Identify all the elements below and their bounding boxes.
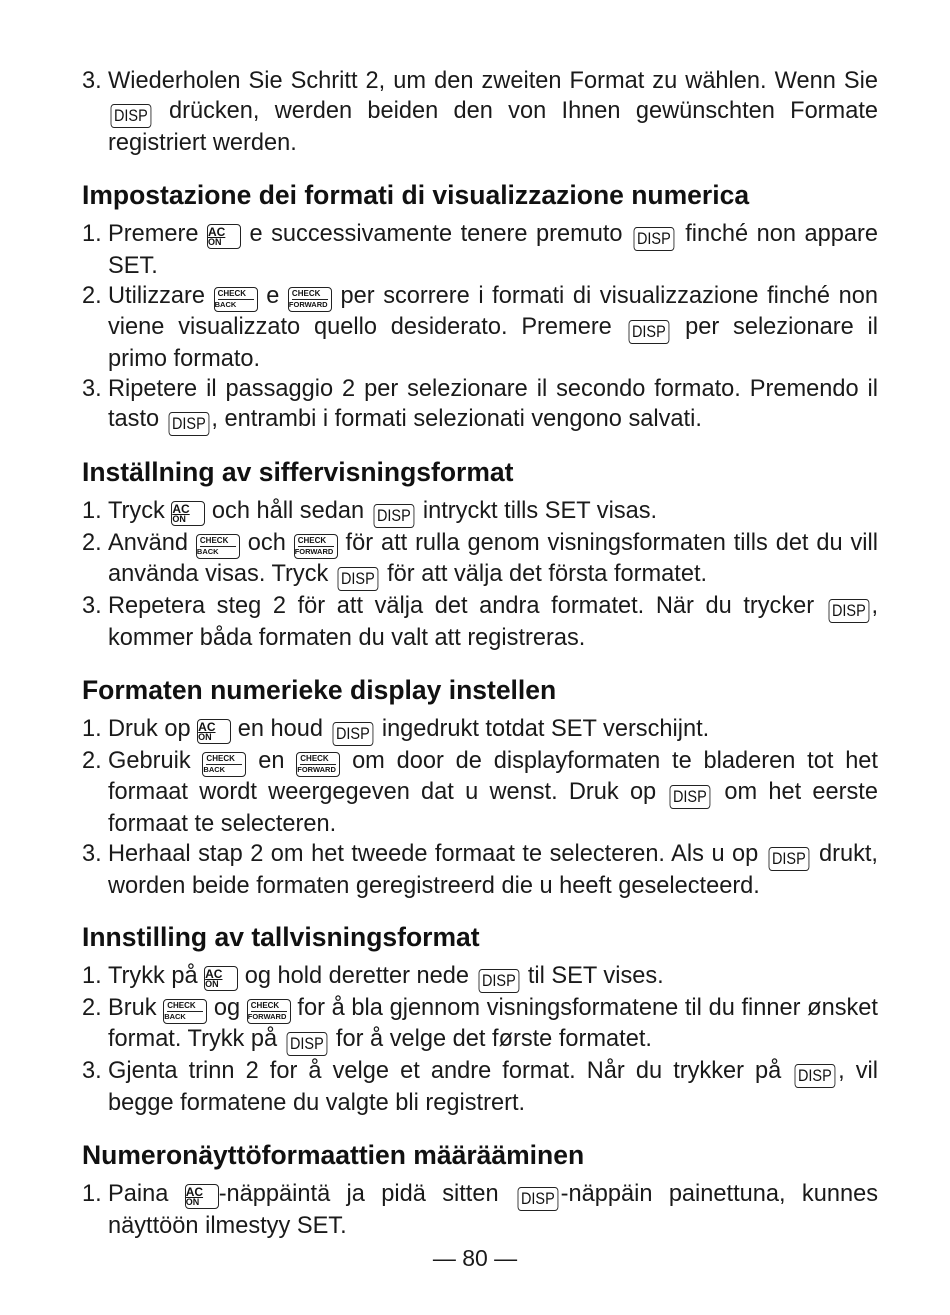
disp-key-icon: DISP xyxy=(628,320,669,344)
ac-on-key-icon: AC ON xyxy=(204,966,238,991)
check-back-key-icon: CHECK BACK xyxy=(214,287,258,312)
disp-key-icon: DISP xyxy=(634,227,675,251)
disp-key-icon: DISP xyxy=(518,1187,559,1211)
it-step-1: 1. Premere AC ON e successivamente tenere premuto DISP finché non appare SET. xyxy=(82,220,879,279)
section-title-italian: Impostazione dei formati di visualizzazione numerica xyxy=(82,179,750,210)
no-step-2: 2. Bruk CHECK BACK og CHECK FORWARD for å bla gjennom visningsformatene til du finner ønsket format. Trykk på DISP for å velge det første formatet. xyxy=(82,993,878,1056)
fi-step-1: 1. Paina AC ON -näppäintä ja pidä sitten DISP -näppäin painettuna, kunnes näyttöön ilmestyy SET. xyxy=(82,1180,878,1239)
de-step-3: 3. Wiederholen Sie Schritt 2, um den zweiten Format zu wählen. Wenn Sie DISP drücken, werden beiden den von Ihnen gewünschten Formate registriert werden. xyxy=(82,68,878,157)
disp-key-icon: DISP xyxy=(670,785,711,809)
disp-key-icon: DISP xyxy=(337,567,378,591)
check-back-key-icon: CHECK BACK xyxy=(202,752,246,777)
section-norwegian xyxy=(82,921,878,1118)
ac-on-key-icon: AC ON xyxy=(185,1184,219,1209)
section-finnish xyxy=(82,1139,878,1241)
ac-on-key-icon: AC ON xyxy=(207,224,241,249)
sv-step-3: 3. Repetera steg 2 för att välja det andra formatet. När du trycker DISP , kommer båda formaten du valt att registreras. xyxy=(82,593,878,652)
disp-key-icon: DISP xyxy=(373,504,414,528)
ac-on-key-icon: AC ON xyxy=(171,501,205,526)
disp-key-icon: DISP xyxy=(111,104,152,128)
check-back-key-icon: CHECK BACK xyxy=(196,534,240,559)
section-title-finnish: Numeronäyttöformaattien määrääminen xyxy=(82,1139,585,1170)
section-dutch xyxy=(82,674,878,902)
no-step-3: 3. Gjenta trinn 2 for å velge et andre format. Når du trykker på DISP , vil begge formatene du valgte bli registrert. xyxy=(82,1058,878,1117)
section-swedish xyxy=(82,456,878,653)
disp-key-icon: DISP xyxy=(168,412,209,436)
check-forward-key-icon: CHECK FORWARD xyxy=(294,534,338,559)
manual-page xyxy=(82,66,878,1241)
sv-step-1: 1. Tryck AC ON och håll sedan DISP intryckt tills SET visas. xyxy=(82,496,878,528)
check-forward-key-icon: CHECK FORWARD xyxy=(288,287,332,312)
nl-step-1: 1. Druk op AC ON en houd DISP ingedrukt totdat SET verschijnt. xyxy=(82,714,878,746)
check-forward-key-icon: CHECK FORWARD xyxy=(247,999,291,1024)
disp-key-icon: DISP xyxy=(286,1032,327,1056)
ac-on-key-icon: AC ON xyxy=(197,719,231,744)
disp-key-icon: DISP xyxy=(795,1064,836,1088)
check-forward-key-icon: CHECK FORWARD xyxy=(296,752,340,777)
nl-step-2: 2. Gebruik CHECK BACK en CHECK FORWARD om door de displayformaten te bladeren tot het formaat wordt weergegeven dat u wenst. Druk op DISP om het eerste formaat te selecteren. xyxy=(82,747,878,837)
section-title-swedish: Inställning av siffervisningsformat xyxy=(82,457,514,488)
disp-key-icon: DISP xyxy=(332,722,373,746)
sv-step-2: 2. Använd CHECK BACK och CHECK FORWARD för att rulla genom visningsformaten tills det du vill använda visas. Tryck DISP för att välja det första formatet. xyxy=(82,528,878,591)
nl-step-3: 3. Herhaal stap 2 om het tweede formaat te selecteren. Als u op DISP drukt, worden beide formaten geregistreerd die u heeft geselecteerd. xyxy=(82,841,878,900)
section-de-continued xyxy=(82,66,878,159)
section-title-norwegian: Innstilling av tallvisningsformat xyxy=(82,922,480,953)
disp-key-icon: DISP xyxy=(478,969,519,993)
no-step-1: 1. Trykk på AC ON og hold deretter nede DISP til SET vises. xyxy=(82,961,878,993)
section-title-dutch: Formaten numerieke display instellen xyxy=(82,674,557,705)
check-back-key-icon: CHECK BACK xyxy=(163,999,207,1024)
disp-key-icon: DISP xyxy=(768,847,809,871)
it-step-2: 2. Utilizzare CHECK BACK e CHECK FORWARD per scorrere i formati di visualizzazione finché non viene visualizzato quello desiderato. Premere DISP per selezionare il primo formato. xyxy=(82,282,878,372)
page-number: — 80 — xyxy=(432,1245,518,1271)
disp-key-icon: DISP xyxy=(828,599,869,623)
section-italian xyxy=(82,179,878,437)
it-step-3: 3. Ripetere il passaggio 2 per selezionare il secondo formato. Premendo il tasto DISP , entrambi i formati selezionati vengono salvati. xyxy=(82,374,878,436)
